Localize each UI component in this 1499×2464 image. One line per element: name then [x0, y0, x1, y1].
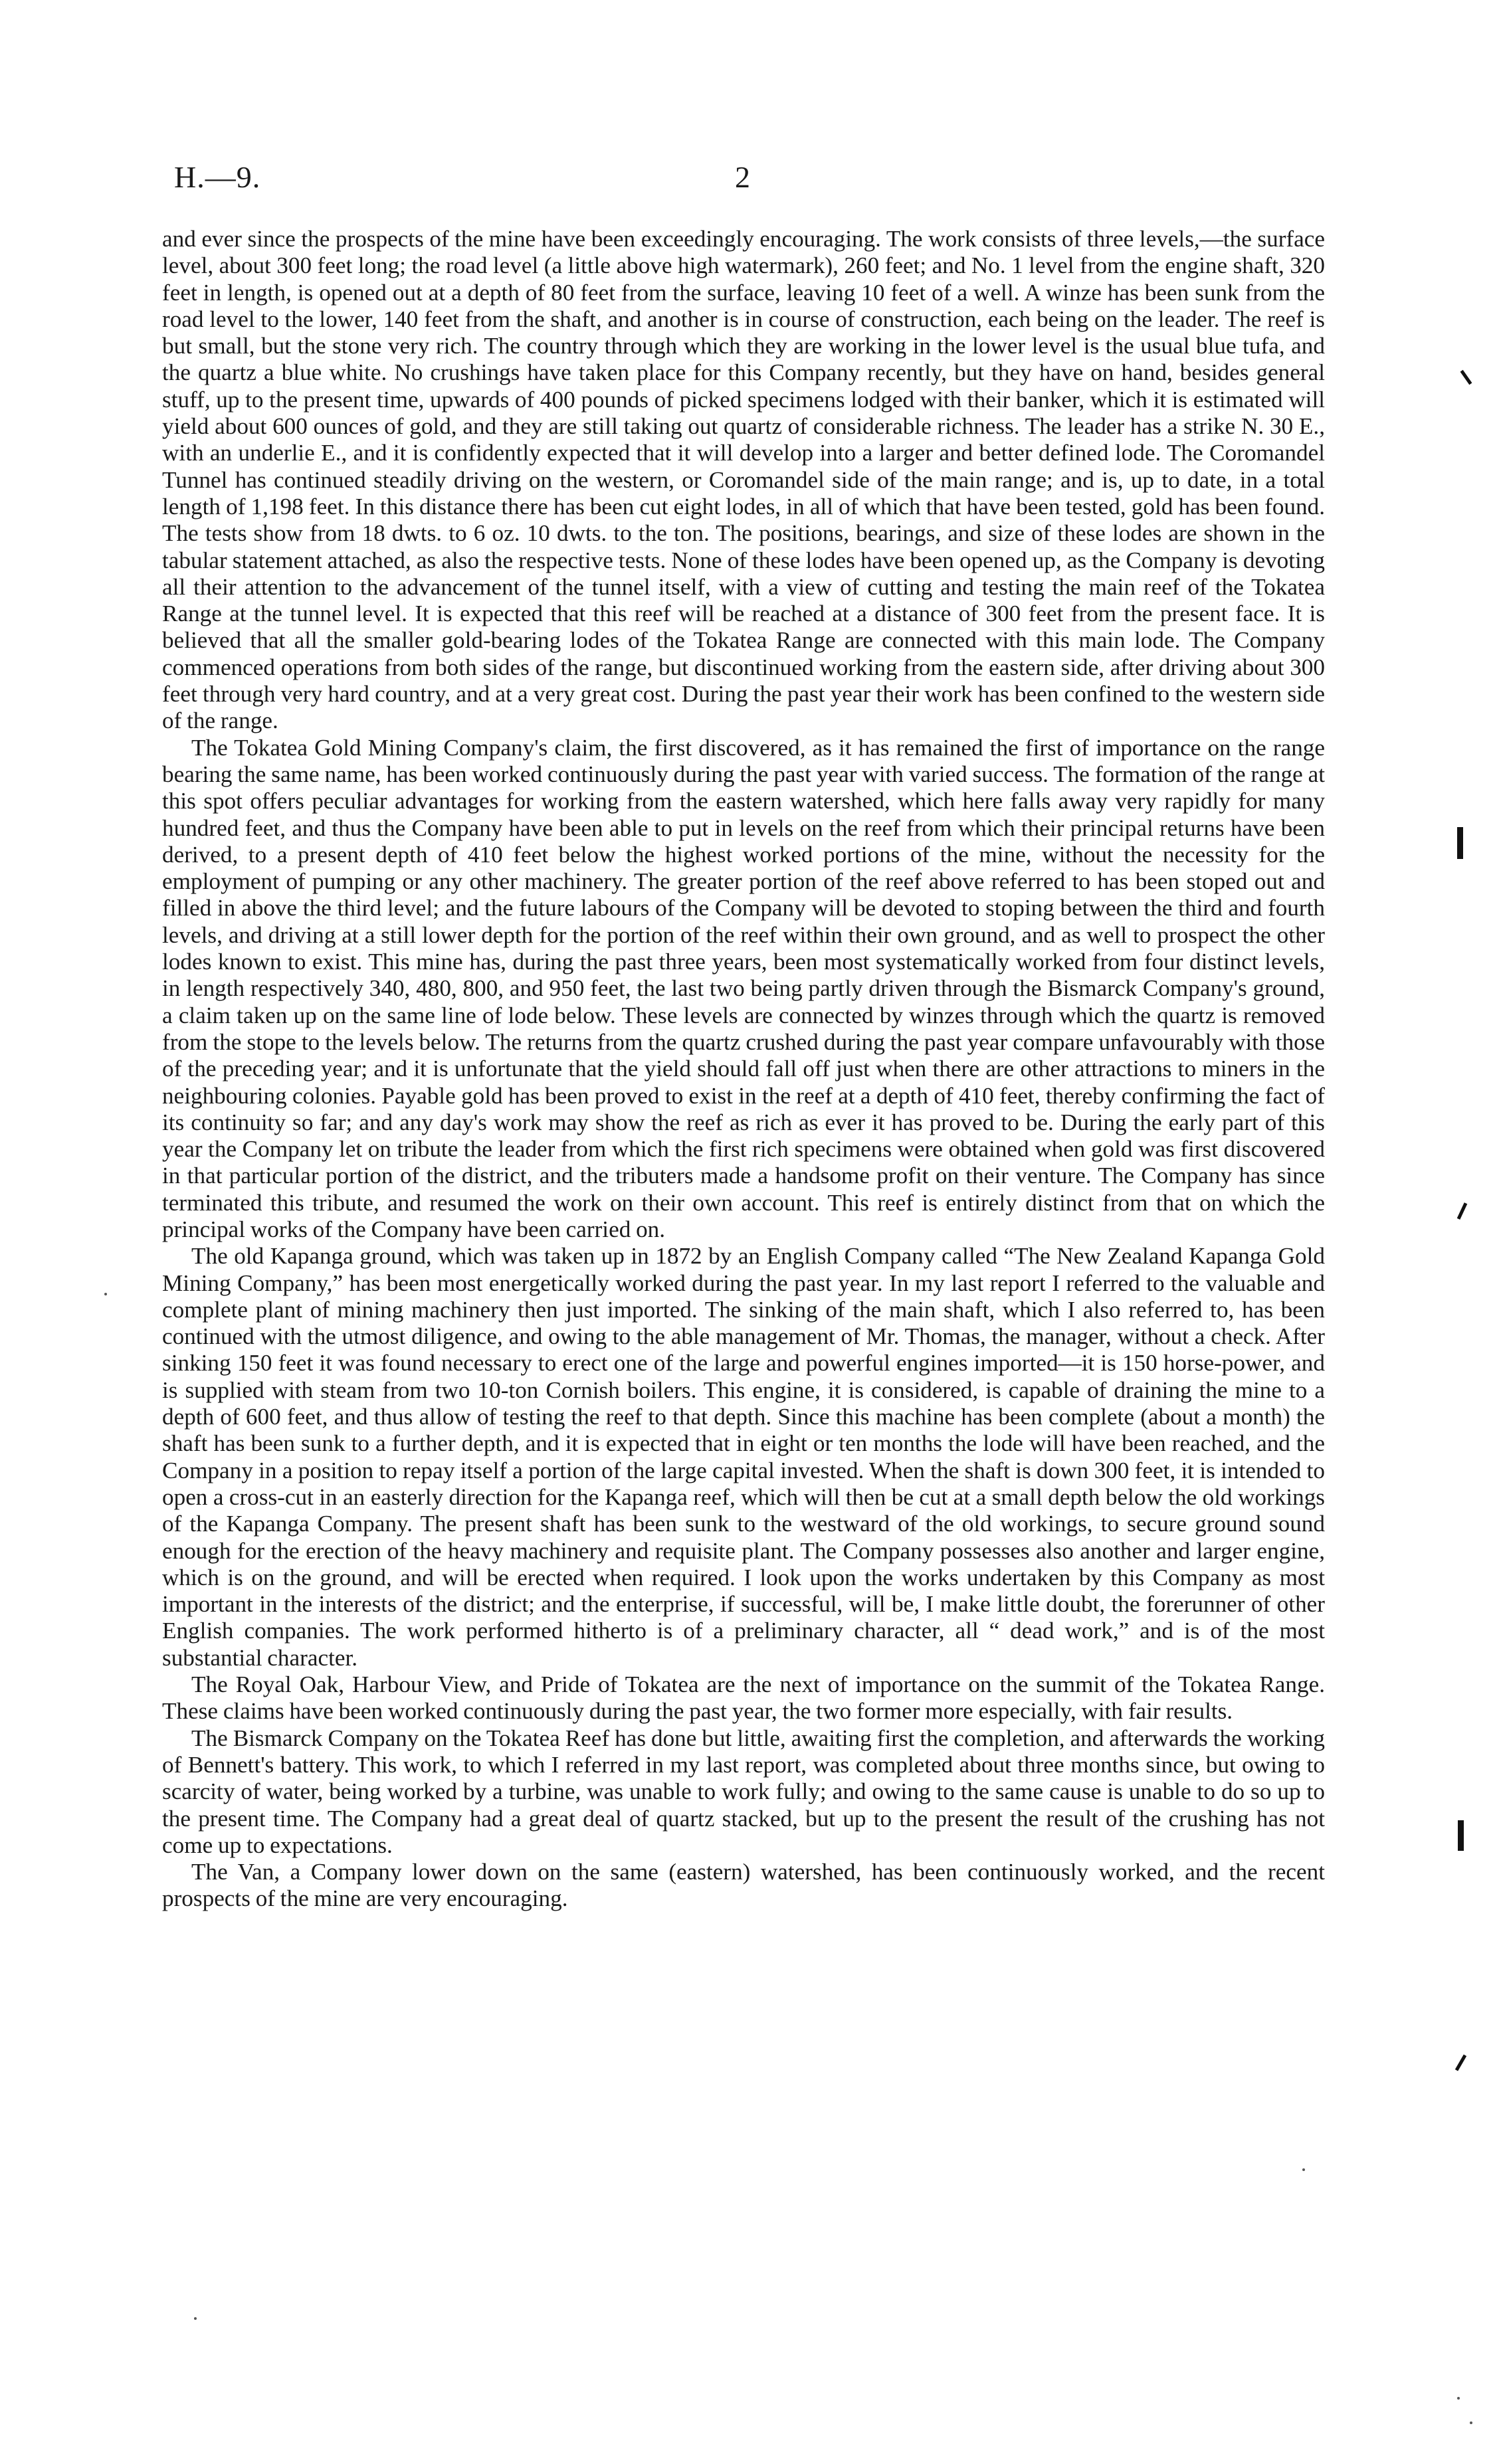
scan-speck [1470, 2421, 1472, 2424]
margin-mark [1457, 827, 1463, 859]
document-reference: H.—9. [174, 160, 261, 194]
paragraph-bismarck: The Bismarck Company on the Tokatea Reef has done but little, awaiting first the completion, and afterwards the working of Bennett's battery. This work, to which I referred in my last report, was completed about three months since, but owing to scarcity of water, being worked by a turbine, was unable to work fully; and owing to the same cause is unable to do so up to the present time. The Company had a great deal of quartz stacked, but up to the present the result of the crushing has not come up to expectations. [162, 1725, 1325, 1858]
page-number: 2 [735, 160, 750, 194]
scan-speck [1457, 2397, 1460, 2400]
paragraph-van: The Van, a Company lower down on the same (eastern) watershed, has been continuously worked, and the recent prospects of the mine are very encouraging. [162, 1859, 1325, 1912]
margin-mark [1458, 1820, 1464, 1851]
margin-tick-mark [1457, 1202, 1468, 1220]
paragraph-royal-oak: The Royal Oak, Harbour View, and Pride of Tokatea are the next of importance on the summit of the Tokatea Range. These claims have been worked continuously during the past year, the two former more especially, with fair results. [162, 1671, 1325, 1725]
scan-speck [194, 2317, 197, 2320]
scan-speck [104, 1293, 107, 1295]
page-header [174, 159, 1330, 206]
margin-tick-mark [1460, 370, 1472, 385]
paragraph-kapanga: The old Kapanga ground, which was taken up in 1872 by an English Company called “The New Zealand Kapanga Gold Mining Company,” has been most energetically worked during the past year. In my last report I referred to the valuable and complete plant of mining machinery then just imported. The sinking of the main shaft, which I also referred to, has been continued with the utmost diligence, and owing to the able management of Mr. Thomas, the manager, without a check. After sinking 150 feet it was found necessary to erect one of the large and powerful engines imported—it is 150 horse-power, and is supplied with steam from two 10-ton Cornish boilers. This engine, it is considered, is capable of draining the mine to a depth of 600 feet, and thus allow of testing the reef to that depth. Since this machine has been complete (about a month) the shaft has been sunk to a further depth, and it is expected that in eight or ten months the lode will have been reached, and the Company in a position to repay itself a portion of the large capital invested. When the shaft is down 300 feet, it is intended to open a cross-cut in an easterly direction for the Kapanga reef, which will then be cut at a small depth below the old workings of the Kapanga Company. The present shaft has been sunk to the westward of the old workings, to secure ground sound enough for the erection of the heavy machinery and requisite plant. The Company possesses also another and larger engine, which is on the ground, and will be erected when required. I look upon the works undertaken by this Company as most important in the interests of the district; and the enterprise, if successful, will be, I make little doubt, the forerunner of other English companies. The work performed hitherto is of a preliminary character, all “ dead work,” and is of the most substantial character. [162, 1243, 1325, 1671]
paragraph-coromandel-tunnel: and ever since the prospects of the mine have been exceedingly encouraging. The work consists of three levels,—the surface level, about 300 feet long; the road level (a little above high watermark), 260 feet; and No. 1 level from the engine shaft, 320 feet in length, is opened out at a depth of 80 feet from the surface, leaving 10 feet of a well. A winze has been sunk from the road level to the lower, 140 feet from the shaft, and another is in course of construction, each being on the leader. The reef is but small, but the stone very rich. The country through which they are working in the lower level is the usual blue tufa, and the quartz a blue white. No crushings have taken place for this Company recently, but they have on hand, besides general stuff, up to the present time, upwards of 400 pounds of picked specimens lodged with their banker, which it is estimated will yield about 600 ounces of gold, and they are still taking out quartz of considerable richness. The leader has a strike N. 30 E., with an underlie E., and it is confidently expected that it will develop into a larger and better defined lode. The Coromandel Tunnel has continued steadily driving on the western, or Coromandel side of the main range; and is, up to date, in a total length of 1,198 feet. In this distance there has been cut eight lodes, in all of which that have been tested, gold has been found. The tests show from 18 dwts. to 6 oz. 10 dwts. to the ton. The positions, bearings, and size of these lodes are shown in the tabular statement attached, as also the respective tests. None of these lodes have been opened up, as the Company is devoting all their attention to the advancement of the tunnel itself, with a view of cutting and testing the main reef of the Tokatea Range at the tunnel level. It is expected that this reef will be reached at a distance of 300 feet from the present face. It is believed that all the smaller gold-bearing lodes of the Tokatea Range are connected with this main lode. The Company commenced operations from both sides of the range, but discontinued working from the eastern side, after driving about 300 feet through very hard country, and at a very great cost. During the past year their work has been confined to the western side of the range. [162, 226, 1325, 734]
body-text [162, 226, 1325, 1913]
margin-tick-mark [1455, 2054, 1466, 2071]
scan-speck [1302, 2168, 1305, 2171]
paragraph-tokatea-company: The Tokatea Gold Mining Company's claim, the first discovered, as it has remained the first of importance on the range bearing the same name, has been worked continuously during the past year with varied success. The formation of the range at this spot offers peculiar advantages for working from the eastern watershed, which here falls away very rapidly for many hundred feet, and thus the Company have been able to put in levels on the reef from which their principal returns have been derived, to a present depth of 410 feet below the highest worked portions of the mine, without the necessity for the employment of pumping or any other machinery. The greater portion of the reef above referred to has been stoped out and filled in above the third level; and the future labours of the Company will be devoted to stoping between the third and fourth levels, and driving at a still lower depth for the portion of the reef within their own ground, and as well to prospect the other lodes known to exist. This mine has, during the past three years, been most systematically worked from four distinct levels, in length respectively 340, 480, 800, and 950 feet, the last two being partly driven through the Bismarck Company's ground, a claim taken up on the same line of lode below. These levels are connected by winzes through which the quartz is removed from the stope to the levels below. The returns from the quartz crushed during the past year compare unfavourably with those of the preceding year; and it is unfortunate that the yield should fall off just when there are other attractions to miners in the neighbouring colonies. Payable gold has been proved to exist in the reef at a depth of 410 feet, thereby confirming the fact of its continuity so far; and any day's work may show the reef as rich as ever it has proved to be. During the early part of this year the Company let on tribute the leader from which the first rich specimens were obtained when gold was first discovered in that particular portion of the district, and the tributers made a handsome profit on their venture. The Company has since terminated this tribute, and resumed the work on their own account. This reef is entirely distinct from that on which the principal works of the Company have been carried on. [162, 734, 1325, 1242]
